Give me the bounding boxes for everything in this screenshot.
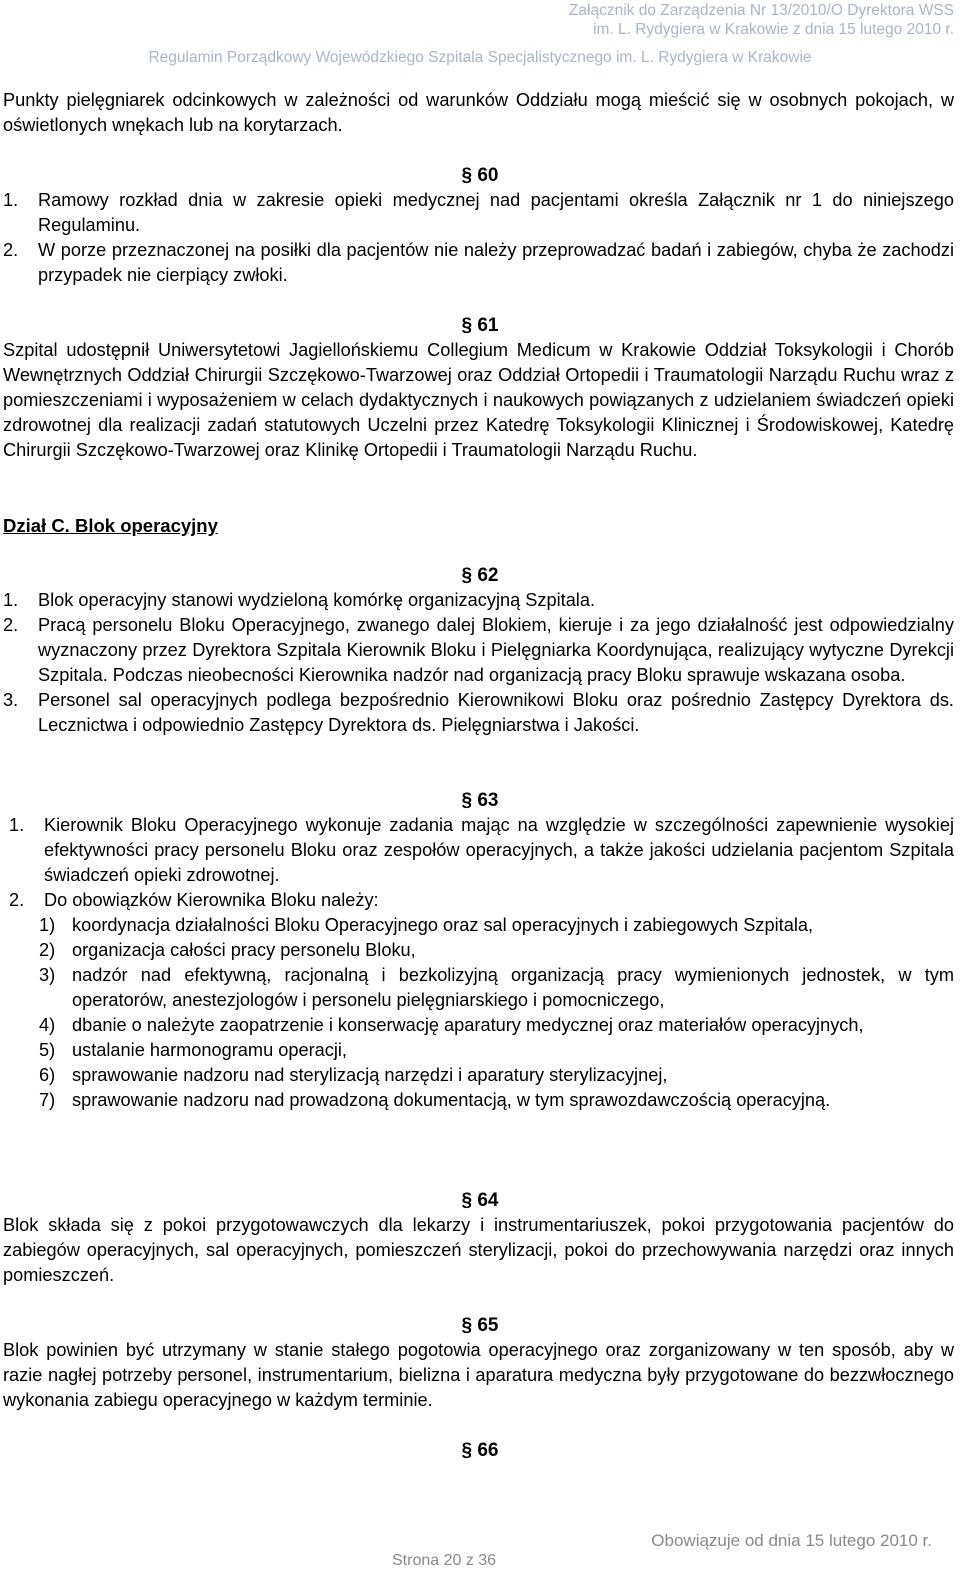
sub-list-item bbox=[3, 938, 954, 963]
section-62-title: § 62 bbox=[461, 565, 499, 586]
section-62-list bbox=[3, 588, 954, 738]
sub-list-item bbox=[3, 1088, 954, 1113]
sub-item-text: organizacja całości pracy personelu Bloku, bbox=[72, 940, 416, 960]
sub-item-text: ustalanie harmonogramu operacji, bbox=[72, 1040, 347, 1060]
item-text: Do obowiązków Kierownika Bloku należy: bbox=[44, 890, 379, 910]
section-60-list bbox=[3, 188, 954, 288]
division-heading: Dział C. Blok operacyjny bbox=[3, 515, 218, 536]
list-item bbox=[3, 688, 954, 738]
section-65-text: Blok powinien być utrzymany w stanie stałego pogotowia operacyjnego oraz zorganizowany w ten sposób, aby w razie nagłej potrzeby personel, instrumentarium, bielizna i aparatura medyczna były przygotowane do bezzwłocznego wykonania zabiegu operacyjnego w każdym terminie. bbox=[3, 1340, 954, 1410]
sub-item-number: 1) bbox=[39, 915, 56, 935]
list-item bbox=[3, 588, 954, 613]
sub-item-text: sprawowanie nadzoru nad prowadzoną dokumentacją, w tym sprawozdawczością operacyjną. bbox=[72, 1090, 831, 1110]
section-64-text: Blok składa się z pokoi przygotowawczych dla lekarzy i instrumentariuszek, pokoi przygotowania pacjentów do zabiegów operacyjnych, sal operacyjnych, pomieszczeń sterylizacji, pokoi do przechowywania narzędzi oraz innych pomieszczeń. bbox=[3, 1215, 954, 1285]
sub-item-number: 6) bbox=[39, 1065, 56, 1085]
section-63-title: § 63 bbox=[461, 790, 499, 811]
section-66-title: § 66 bbox=[461, 1440, 499, 1461]
item-number: 2. bbox=[3, 615, 19, 635]
item-text: Kierownik Bloku Operacyjnego wykonuje zadania mając na względzie w szczególności zapewnienie wysokiej efektywności pracy personelu Bloku oraz zespołów operacyjnych, a także jakości udzielania pacjentom Szpitala świadczeń opieki zdrowotnej. bbox=[44, 815, 954, 885]
item-text: W porze przeznaczonej na posiłki dla pacjentów nie należy przeprowadzać badań i zabiegów, chyba że zachodzi przypadek nie cierpiący zwłoki. bbox=[38, 240, 954, 285]
sub-list-item bbox=[3, 913, 954, 938]
section-63-list bbox=[3, 813, 954, 1113]
section-65-paragraph bbox=[3, 1338, 954, 1413]
sub-item-number: 5) bbox=[39, 1040, 56, 1060]
header-line-3: Regulamin Porządkowy Wojewódzkiego Szpitala Specjalistycznego im. L. Rydygiera w Krakowie bbox=[148, 49, 812, 66]
sub-item-text: nadzór nad efektywną, racjonalną i bezkolizyjną organizacją pracy wymienionych jednostek, w tym operatorów, anestezjologów i personelu pielęgniarskiego i pomocniczego, bbox=[72, 965, 954, 1010]
sub-list-item bbox=[3, 963, 954, 1013]
item-text: Blok operacyjny stanowi wydzieloną komórkę organizacyjną Szpitala. bbox=[38, 590, 596, 610]
item-number: 1. bbox=[3, 590, 19, 610]
section-64-title: § 64 bbox=[461, 1190, 499, 1211]
list-item bbox=[3, 238, 954, 288]
sub-item-text: sprawowanie nadzoru nad sterylizacją narzędzi i aparatury sterylizacyjnej, bbox=[72, 1065, 668, 1085]
item-number: 1. bbox=[3, 190, 19, 210]
sub-item-number: 4) bbox=[39, 1015, 56, 1035]
intro-paragraph bbox=[3, 88, 954, 138]
header-line-1: Załącznik do Zarządzenia Nr 13/2010/O Dyrektora WSS bbox=[568, 2, 954, 19]
item-text: Ramowy rozkład dnia w zakresie opieki medycznej nad pacjentami określa Załącznik nr 1 do niniejszego Regulaminu. bbox=[38, 190, 954, 235]
list-item bbox=[3, 188, 954, 238]
section-61-paragraph bbox=[3, 338, 954, 463]
sub-item-text: dbanie o należyte zaopatrzenie i konserwację aparatury medycznej oraz materiałów operacyjnych, bbox=[72, 1015, 864, 1035]
item-number: 2. bbox=[9, 890, 25, 910]
section-61-text: Szpital udostępnił Uniwersytetowi Jagiellońskiemu Collegium Medicum w Krakowie Oddział Toksykologii i Chorób Wewnętrznych Oddział Chirurgii Szczękowo-Twarzowej oraz Oddział Ortopedii i Traumatologii Narządu Ruchu wraz z pomieszczeniami i wyposażeniem w celach dydaktycznych i naukowych powiązanych z udzielaniem świadczeń opieki zdrowotnej dla realizacji zadań statutowych Uczelni przez Katedrę Toksykologii Klinicznej i Środowiskowej, Katedrę Chirurgii Szczękowo-Twarzowej oraz Klinikę Ortopedii i Traumatologii Narządu Ruchu. bbox=[3, 340, 954, 460]
list-item bbox=[3, 888, 954, 913]
sub-list-item bbox=[3, 1038, 954, 1063]
section-65-title: § 65 bbox=[461, 1315, 499, 1336]
sub-list-item bbox=[3, 1063, 954, 1088]
sub-list-item bbox=[3, 1013, 954, 1038]
item-number: 2. bbox=[3, 240, 19, 260]
footer-validity: Obowiązuje od dnia 15 lutego 2010 r. bbox=[651, 1531, 932, 1550]
sub-item-text: koordynacja działalności Bloku Operacyjnego oraz sal operacyjnych i zabiegowych Szpitala, bbox=[72, 915, 814, 935]
sub-item-number: 3) bbox=[39, 965, 56, 985]
list-item bbox=[3, 613, 954, 688]
item-text: Pracą personelu Bloku Operacyjnego, zwanego dalej Blokiem, kieruje i za jego działalność jest odpowiedzialny wyznaczony przez Dyrektora Szpitala Kierownik Bloku i Pielęgniarka Koordynująca, realizujący wytyczne Dyrekcji Szpitala. Podczas nieobecności Kierownika nadzór nad organizacją pracy Bloku sprawuje wskazana osoba. bbox=[38, 615, 954, 685]
item-number: 1. bbox=[9, 815, 25, 835]
item-text: Personel sal operacyjnych podlega bezpośrednio Kierownikowi Bloku oraz pośrednio Zastępcy Dyrektora ds. Lecznictwa i odpowiednio Zastępcy Dyrektora ds. Pielęgniarstwa i Jakości. bbox=[38, 690, 954, 735]
sub-item-number: 2) bbox=[39, 940, 56, 960]
section-60-title: § 60 bbox=[461, 165, 499, 186]
header-line-2: im. L. Rydygiera w Krakowie z dnia 15 lutego 2010 r. bbox=[593, 21, 954, 38]
sub-item-number: 7) bbox=[39, 1090, 56, 1110]
list-item bbox=[3, 813, 954, 888]
section-61-title: § 61 bbox=[461, 315, 499, 336]
section-64-paragraph bbox=[3, 1213, 954, 1288]
item-number: 3. bbox=[3, 690, 19, 710]
footer-page-number: Strona 20 z 36 bbox=[392, 1552, 497, 1569]
intro-text: Punkty pielęgniarek odcinkowych w zależności od warunków Oddziału mogą mieścić się w osobnych pokojach, w oświetlonych wnękach lub na korytarzach. bbox=[3, 90, 954, 135]
